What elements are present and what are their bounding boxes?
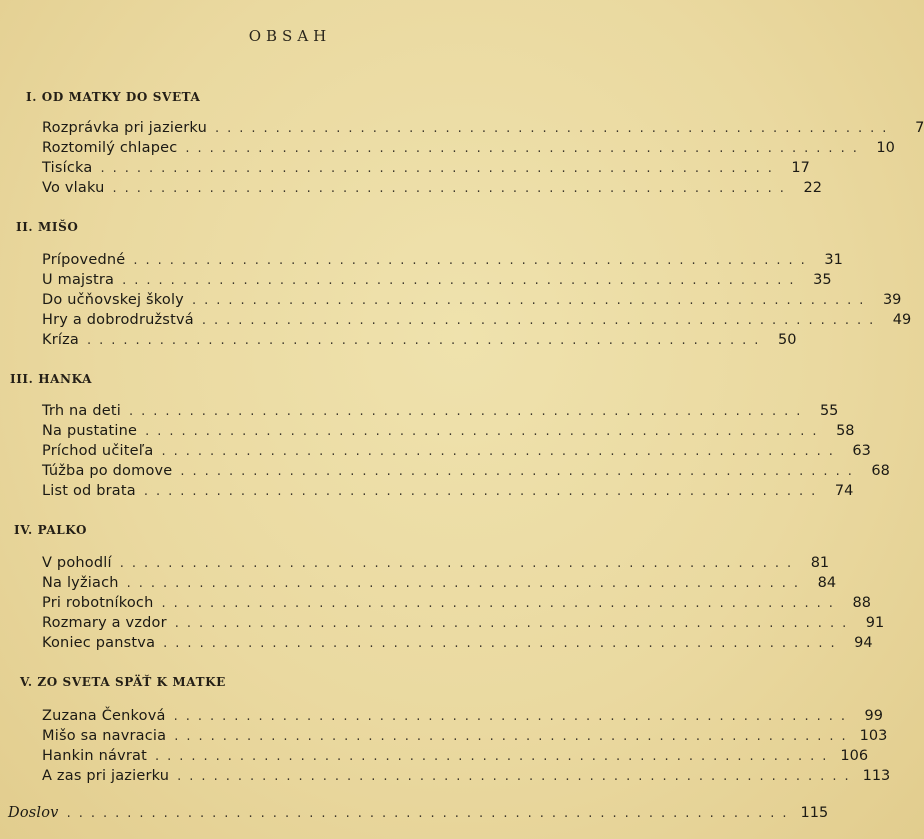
- toc-entry: [42, 312, 912, 332]
- entry-page-number: 39: [882, 292, 902, 308]
- entry-title: Túžba po domove: [42, 463, 173, 479]
- section-heading-4: IV. PALKO: [14, 523, 88, 537]
- entry-page-number: 31: [824, 252, 843, 268]
- entry-page-number: 84: [817, 575, 837, 591]
- entry-title: Trh na deti: [42, 403, 121, 419]
- entry-page-number: 91: [865, 615, 885, 631]
- entry-page-number: 68: [871, 463, 890, 479]
- entry-page-number: 74: [834, 483, 854, 499]
- toc-entry: [42, 140, 895, 160]
- dot-leader: ........................................................: [87, 333, 767, 348]
- entry-title: Rozmary a vzdor: [42, 615, 167, 631]
- entry-title: Na lyžiach: [42, 575, 119, 591]
- toc-entry: [42, 728, 888, 748]
- toc-entry: [42, 272, 832, 292]
- entry-page-number: 115: [800, 805, 829, 821]
- dot-leader: ........................................................: [180, 464, 860, 479]
- toc-entry: [42, 483, 854, 503]
- toc-entry: [42, 423, 855, 443]
- toc-entry: [42, 443, 871, 463]
- toc-entry: [42, 160, 810, 180]
- toc-entry: [42, 332, 797, 352]
- entry-page-number: 103: [859, 728, 888, 744]
- entry-title: Tisícka: [42, 160, 93, 176]
- dot-leader: ........................................................: [122, 273, 802, 288]
- entry-title: Prípovedné: [42, 252, 126, 268]
- entry-page-number: 50: [777, 332, 797, 348]
- dot-leader: ........................................................: [128, 404, 809, 419]
- dot-leader: ........................................................: [133, 253, 813, 268]
- entry-page-number: 81: [810, 555, 830, 571]
- dot-leader: ........................................................: [100, 161, 780, 176]
- toc-entry: [42, 595, 871, 615]
- dot-leader: ........................................................: [163, 636, 843, 651]
- toc-entry: [42, 575, 837, 595]
- dot-leader: ........................................................: [126, 576, 807, 591]
- entry-page-number: 7: [915, 120, 924, 136]
- entry-title: Na pustatine: [42, 423, 138, 439]
- dot-leader: ........................................................: [201, 313, 882, 328]
- entry-page-number: 35: [813, 272, 832, 288]
- entry-title: Kríza: [42, 332, 79, 348]
- entry-title: U majstra: [42, 272, 115, 288]
- entry-title: List od brata: [42, 483, 136, 499]
- entry-title: Do učňovskej školy: [42, 292, 184, 308]
- entry-title: Hry a dobrodružstvá: [42, 312, 194, 328]
- dot-leader: ........................................................: [185, 141, 865, 156]
- toc-entry: [42, 635, 873, 655]
- entry-page-number: 58: [836, 423, 855, 439]
- dot-leader: ........................................................: [177, 769, 857, 784]
- toc-entry: [42, 615, 885, 635]
- toc-entry: [42, 292, 902, 312]
- toc-entry: [42, 403, 839, 423]
- dot-leader: ........................................................: [161, 444, 841, 459]
- entry-page-number: 113: [862, 768, 891, 784]
- entry-page-number: 10: [876, 140, 895, 156]
- dot-leader: ............................................................: [66, 806, 795, 821]
- dot-leader: ........................................................: [174, 729, 854, 744]
- dot-leader: ........................................................: [155, 749, 835, 764]
- toc-entry: [42, 708, 883, 728]
- toc-entry: [42, 180, 822, 200]
- entry-title: Vo vlaku: [42, 180, 105, 196]
- page-title: OBSAH: [248, 27, 332, 45]
- entry-title: Zuzana Čenková: [42, 708, 166, 724]
- dot-leader: ........................................................: [174, 616, 855, 631]
- entry-page-number: 94: [854, 635, 873, 651]
- entry-page-number: 55: [819, 403, 839, 419]
- entry-title: V pohodlí: [42, 555, 112, 571]
- dot-leader: ........................................................: [119, 556, 800, 571]
- entry-page-number: 17: [791, 160, 810, 176]
- dot-leader: ........................................................: [214, 121, 895, 136]
- entry-title: A zas pri jazierku: [42, 768, 170, 784]
- entry-title: Hankin návrat: [42, 748, 147, 764]
- entry-title: Mišo sa navracia: [42, 728, 167, 744]
- entry-page-number: 106: [840, 748, 869, 764]
- toc-entry: [42, 768, 891, 788]
- dot-leader: ........................................................: [143, 484, 824, 499]
- entry-title: Roztomilý chlapec: [42, 140, 178, 156]
- toc-entry: [42, 748, 869, 768]
- section-heading-5: V. ZO SVETA SPÄŤ K MATKE: [20, 675, 226, 689]
- entry-page-number: 22: [803, 180, 822, 196]
- entry-page-number: 63: [852, 443, 871, 459]
- dot-leader: ........................................................: [145, 424, 825, 439]
- entry-page-number: 88: [852, 595, 871, 611]
- entry-title: Pri robotníkoch: [42, 595, 154, 611]
- toc-entry: [42, 252, 843, 272]
- dot-leader: ........................................................: [112, 181, 792, 196]
- entry-title: Príchod učiteľa: [42, 443, 154, 459]
- section-heading-3: III. HANKA: [10, 372, 93, 386]
- entry-title: Rozprávka pri jazierku: [42, 120, 207, 136]
- entry-title: Doslov: [8, 805, 59, 821]
- entry-title: Koniec panstva: [42, 635, 156, 651]
- toc-entry-afterword: [8, 805, 829, 825]
- dot-leader: ........................................................: [191, 293, 872, 308]
- toc-entry: [42, 555, 830, 575]
- section-heading-2: II. MIŠO: [16, 220, 79, 234]
- dot-leader: ........................................................: [173, 709, 853, 724]
- entry-page-number: 49: [892, 312, 912, 328]
- toc-entry: [42, 463, 890, 483]
- entry-page-number: 99: [864, 708, 883, 724]
- section-heading-1: I. OD MATKY DO SVETA: [26, 90, 201, 104]
- toc-entry: [42, 120, 924, 140]
- dot-leader: ........................................................: [161, 596, 841, 611]
